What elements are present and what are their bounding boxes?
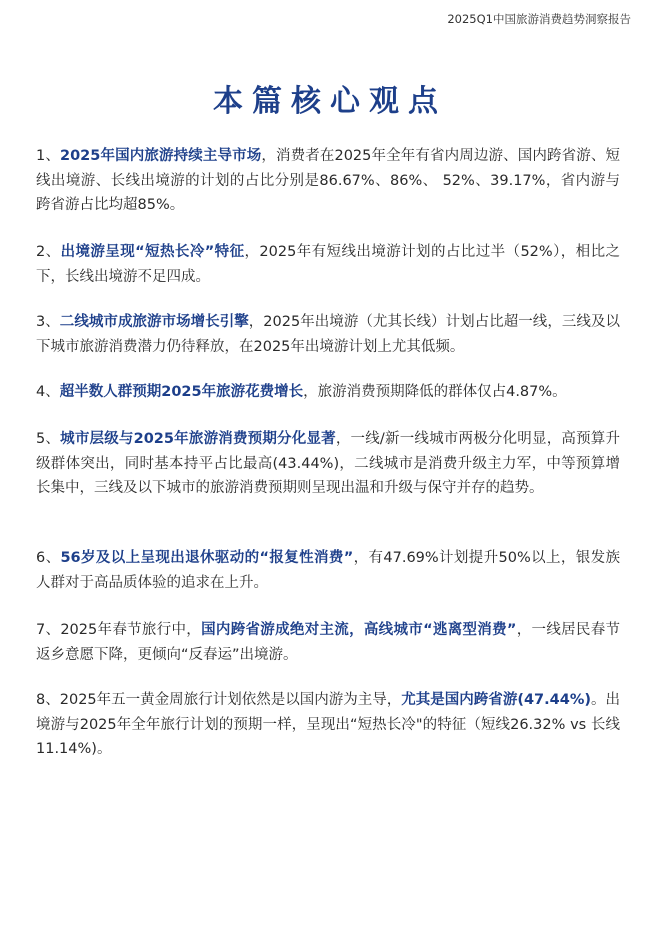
- point-text: ，一线居民春节返乡意愿下降，更倾向“反春运”出境游。: [36, 622, 621, 663]
- point-number: 8、: [36, 692, 60, 708]
- point-highlight: 56岁及以上呈现出退休驱动的“报复性消费”: [60, 550, 354, 566]
- key-point-7: [36, 618, 620, 667]
- point-number: 2、: [36, 244, 61, 260]
- point-number: 1、: [36, 148, 60, 164]
- key-point-4: [36, 380, 620, 405]
- point-text: ，一线/新一线城市两极分化明显，高预算升级群体突出，同时基本持平占比最高(43.44%)，二线城市是消费升级主力军，中等预算增长集中，三线及以下城市的旅游消费预期则呈现出温和升级与保守并存的趋势。: [36, 431, 620, 496]
- point-text: ，有47.69%计划提升50%以上，银发族人群对于高品质体验的追求在上升。: [36, 550, 620, 591]
- point-number: 3、: [36, 314, 60, 330]
- point-highlight: 超半数人群预期2025年旅游花费增长: [59, 384, 304, 400]
- point-number: 4、: [36, 384, 60, 400]
- point-highlight: 城市层级与2025年旅游消费预期分化显著: [60, 431, 336, 447]
- point-pre-text: 2025年春节旅行中，: [60, 622, 202, 638]
- point-highlight: 尤其是国内跨省游(47.44%): [401, 692, 591, 708]
- report-header-title: 2025Q1中国旅游消费趋势洞察报告: [447, 12, 631, 26]
- key-point-2: [36, 240, 620, 289]
- key-point-3: [36, 310, 620, 359]
- key-point-6: [36, 546, 620, 595]
- key-point-1: [36, 144, 620, 218]
- point-text: ，旅游消费预期降低的群体仅占4.87%。: [303, 384, 567, 400]
- point-number: 6、: [36, 550, 61, 566]
- point-text: ，消费者在2025年全年有省内周边游、国内跨省游、短线出境游、长线出境游的计划的占比分别是86.67%、86%、 52%、39.17%，省内游与跨省游占比均超85%。: [36, 148, 620, 213]
- point-text: ，2025年出境游（尤其长线）计划占比超一线，三线及以下城市旅游消费潜力仍待释放，在2025年出境游计划上尤其低频。: [36, 314, 620, 355]
- point-pre-text: 2025年五一黄金周旅行计划依然是以国内游为主导，: [59, 692, 402, 708]
- point-highlight: 国内跨省游成绝对主流，高线城市“逃离型消费”: [201, 622, 517, 638]
- key-point-5: [36, 427, 620, 501]
- point-text: 。出境游与2025年全年旅行计划的预期一样，呈现出“短热长冷"的特征（短线26.32% vs 长线11.14%)。: [36, 692, 620, 757]
- point-number: 5、: [36, 431, 61, 447]
- point-text: ，2025年有短线出境游计划的占比过半（52%），相比之下，长线出境游不足四成。: [36, 244, 620, 285]
- point-number: 7、: [36, 622, 61, 638]
- key-point-8: [36, 688, 620, 762]
- point-highlight: 二线城市成旅游市场增长引擎: [59, 314, 249, 330]
- page-title: 本篇核心观点: [213, 84, 447, 119]
- point-highlight: 出境游呈现“短热长冷”特征: [60, 244, 245, 260]
- point-highlight: 2025年国内旅游持续主导市场: [59, 148, 262, 164]
